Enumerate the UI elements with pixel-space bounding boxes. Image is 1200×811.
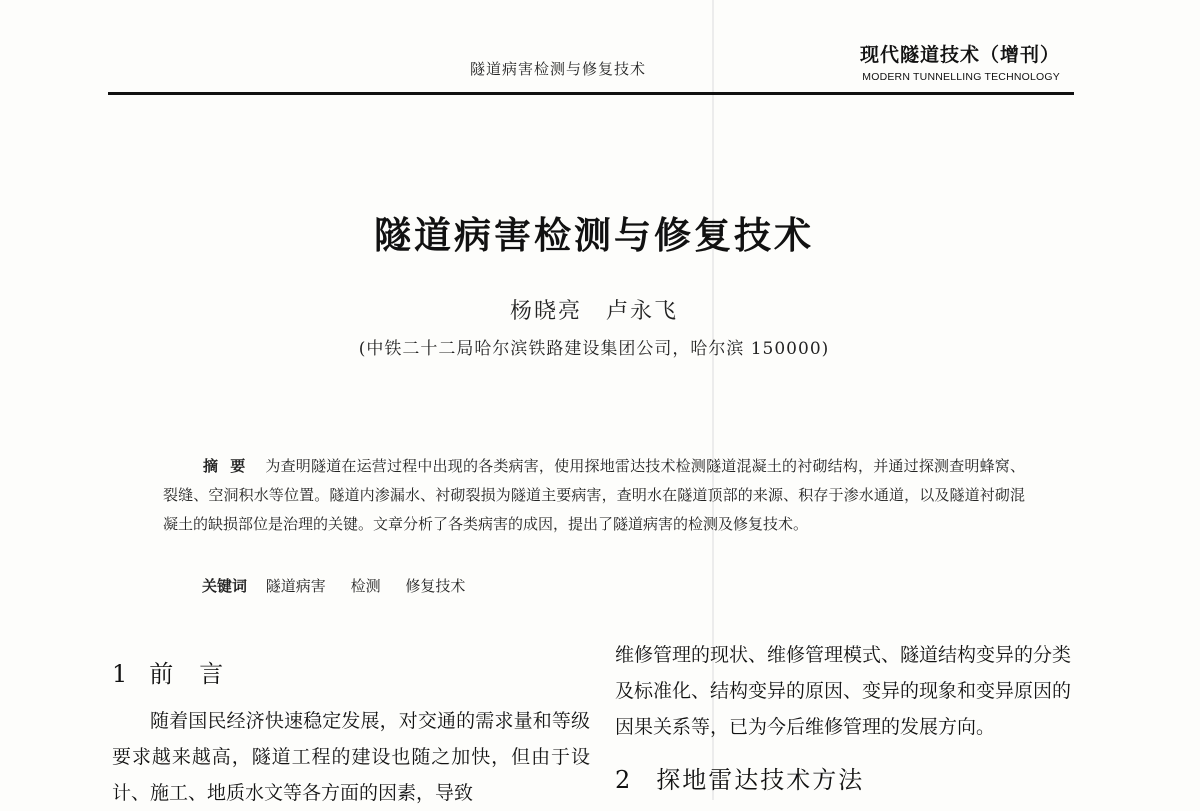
article-affiliation: (中铁二十二局哈尔滨铁路建设集团公司，哈尔滨 150000) xyxy=(358,339,830,359)
keywords-label: 关键词 xyxy=(202,577,248,595)
running-title: 隧道病害检测与修复技术 xyxy=(470,60,647,78)
journal-name-cn: 现代隧道技术（增刊） xyxy=(859,44,1060,66)
body-paragraph: 维修管理的现状、维修管理模式、隧道结构变异的分类及标准化、结构变异的原因、变异的现象和变异原因的因果关系等，已为今后维修管理的发展方向。 xyxy=(615,644,1072,738)
abstract-label: 摘要 xyxy=(203,457,258,475)
body-paragraph: 随着国民经济快速稳定发展，对交通的需求量和等级要求越来越高，隧道工程的建设也随之加快，但由于设计、施工、地质水文等各方面的因素，导致 xyxy=(112,710,590,804)
keyword-item: 检测 xyxy=(350,577,381,595)
section-heading-2 xyxy=(615,760,864,795)
left-column-body xyxy=(112,703,590,811)
article-title: 隧道病害检测与修复技术 xyxy=(374,214,814,257)
section-number: 1 xyxy=(112,660,130,688)
section-heading-1 xyxy=(112,654,249,689)
keyword-item: 隧道病害 xyxy=(265,577,326,595)
journal-masthead xyxy=(860,40,1060,83)
section-title: 探地雷达技术方法 xyxy=(656,766,865,794)
abstract-text: 为查明隧道在运营过程中出现的各类病害，使用探地雷达技术检测隧道混凝土的衬砌结构，并通过探测查明蜂窝、裂缝、空洞积水等位置。隧道内渗漏水、衬砌裂损为隧道主要病害，查明水在隧道顶部的来源、积存于渗水通道，以及隧道衬砌混凝土的缺损部位是治理的关键。文章分析了各类病害的成因，提出了隧道病害的检测及修复技术。 xyxy=(163,457,1025,533)
right-column-body xyxy=(615,637,1085,745)
article-authors: 杨晓亮 卢永飞 xyxy=(509,299,678,324)
section-number: 2 xyxy=(615,766,633,794)
journal-name-en: MODERN TUNNELLING TECHNOLOGY xyxy=(862,71,1060,83)
keyword-item: 修复技术 xyxy=(405,577,466,595)
abstract-block xyxy=(163,452,1025,539)
section-title: 前言 xyxy=(149,660,250,688)
keywords-line xyxy=(202,575,485,596)
header-rule xyxy=(108,92,1074,95)
